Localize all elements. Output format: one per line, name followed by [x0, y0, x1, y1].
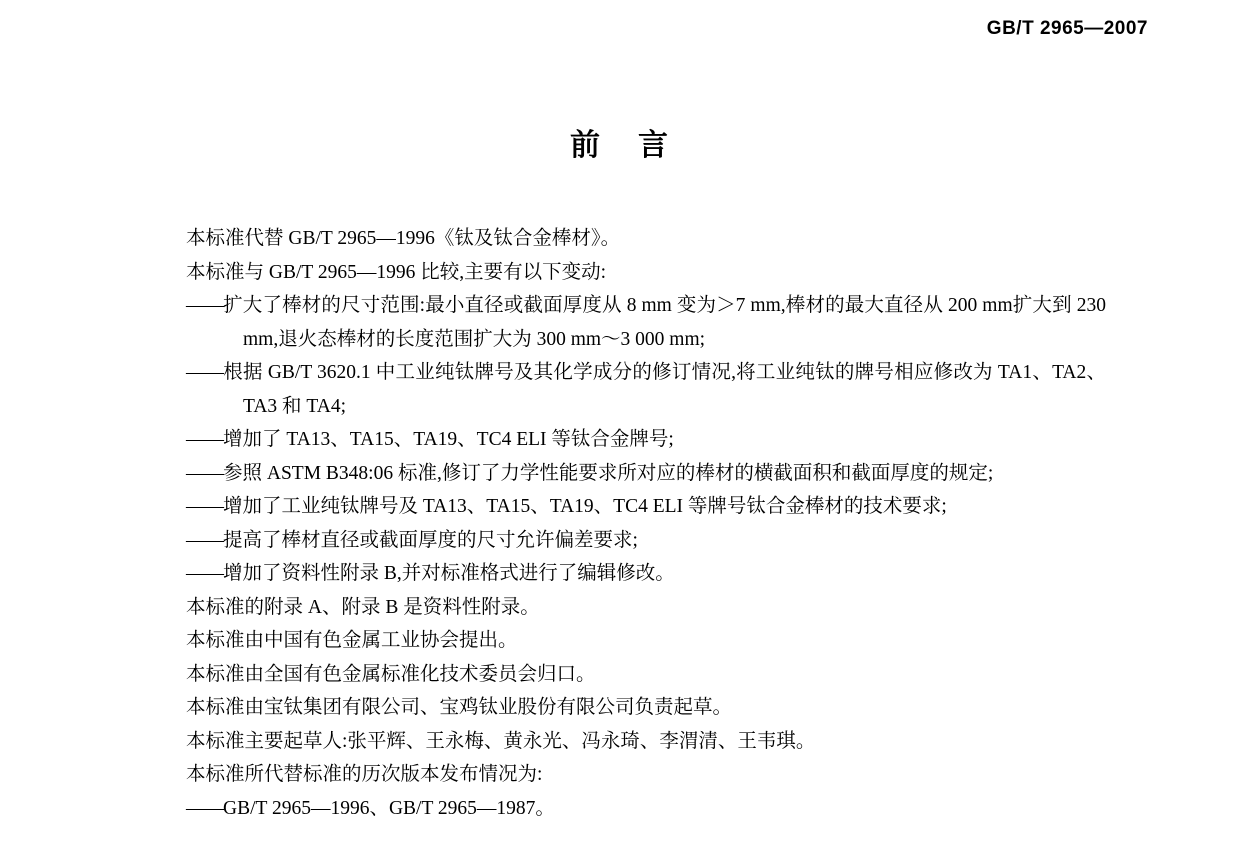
foreword-paragraph: 本标准与 GB/T 2965—1996 比较,主要有以下变动:	[186, 261, 606, 283]
foreword-item-text: 增加了资料性附录 B,并对标准格式进行了编辑修改。	[223, 563, 675, 584]
page-title-right: 言	[638, 128, 670, 163]
em-dash-marker: ——	[186, 429, 223, 450]
em-dash-marker: ——	[186, 496, 223, 517]
foreword-paragraph: 本标准由宝钛集团有限公司、宝鸡钛业股份有限公司负责起草。	[186, 697, 733, 718]
em-dash-marker: ——	[186, 797, 223, 819]
foreword-item-text: GB/T 2965—1996、GB/T 2965—1987。	[223, 797, 555, 819]
page-header-standard-code: GB/T 2965—2007	[986, 18, 1148, 39]
foreword-paragraph: 本标准由中国有色金属工业协会提出。	[186, 630, 518, 651]
foreword-dash-item	[186, 524, 1106, 558]
foreword-dash-item	[186, 792, 1106, 826]
foreword-dash-item	[186, 289, 1106, 356]
foreword-dash-item	[186, 423, 1106, 457]
page-title	[0, 120, 1240, 164]
foreword-item-text: 提高了棒材直径或截面厚度的尺寸允许偏差要求;	[223, 529, 638, 551]
foreword-dash-item	[186, 457, 1106, 491]
em-dash-marker: ——	[186, 362, 223, 383]
foreword-body	[186, 222, 1106, 825]
foreword-paragraph: 本标准的附录 A、附录 B 是资料性附录。	[186, 596, 540, 618]
foreword-item-text: 增加了工业纯钛牌号及 TA13、TA15、TA19、TC4 ELI 等牌号钛合金棒材的技术要求;	[223, 496, 947, 517]
foreword-paragraph: 本标准由全国有色金属标准化技术委员会归口。	[186, 663, 596, 685]
foreword-dash-item	[186, 356, 1106, 423]
foreword-paragraph: 本标准主要起草人:张平辉、王永梅、黄永光、冯永琦、李渭清、王韦琪。	[186, 730, 816, 752]
foreword-paragraph: 本标准所代替标准的历次版本发布情况为:	[186, 764, 543, 785]
foreword-dash-item	[186, 490, 1106, 524]
em-dash-marker: ——	[186, 563, 223, 584]
em-dash-marker: ——	[186, 529, 223, 551]
foreword-item-text: 增加了 TA13、TA15、TA19、TC4 ELI 等钛合金牌号;	[223, 429, 674, 450]
em-dash-marker: ——	[186, 295, 223, 316]
foreword-dash-item	[186, 557, 1106, 591]
em-dash-marker: ——	[186, 462, 223, 484]
foreword-item-text: 扩大了棒材的尺寸范围:最小直径或截面厚度从 8 mm 变为＞7 mm,棒材的最大直径从 200 mm扩大到 230 mm,退火态棒材的长度范围扩大为 300 mm～3 000 mm;	[223, 295, 1106, 350]
foreword-paragraph: 本标准代替 GB/T 2965—1996《钛及钛合金棒材》。	[186, 228, 621, 249]
foreword-item-text: 根据 GB/T 3620.1 中工业纯钛牌号及其化学成分的修订情况,将工业纯钛的牌号相应修改为 TA1、TA2、TA3 和 TA4;	[223, 362, 1106, 417]
page-title-left: 前	[570, 128, 602, 163]
foreword-item-text: 参照 ASTM B348:06 标准,修订了力学性能要求所对应的棒材的横截面积和截面厚度的规定;	[223, 462, 994, 484]
